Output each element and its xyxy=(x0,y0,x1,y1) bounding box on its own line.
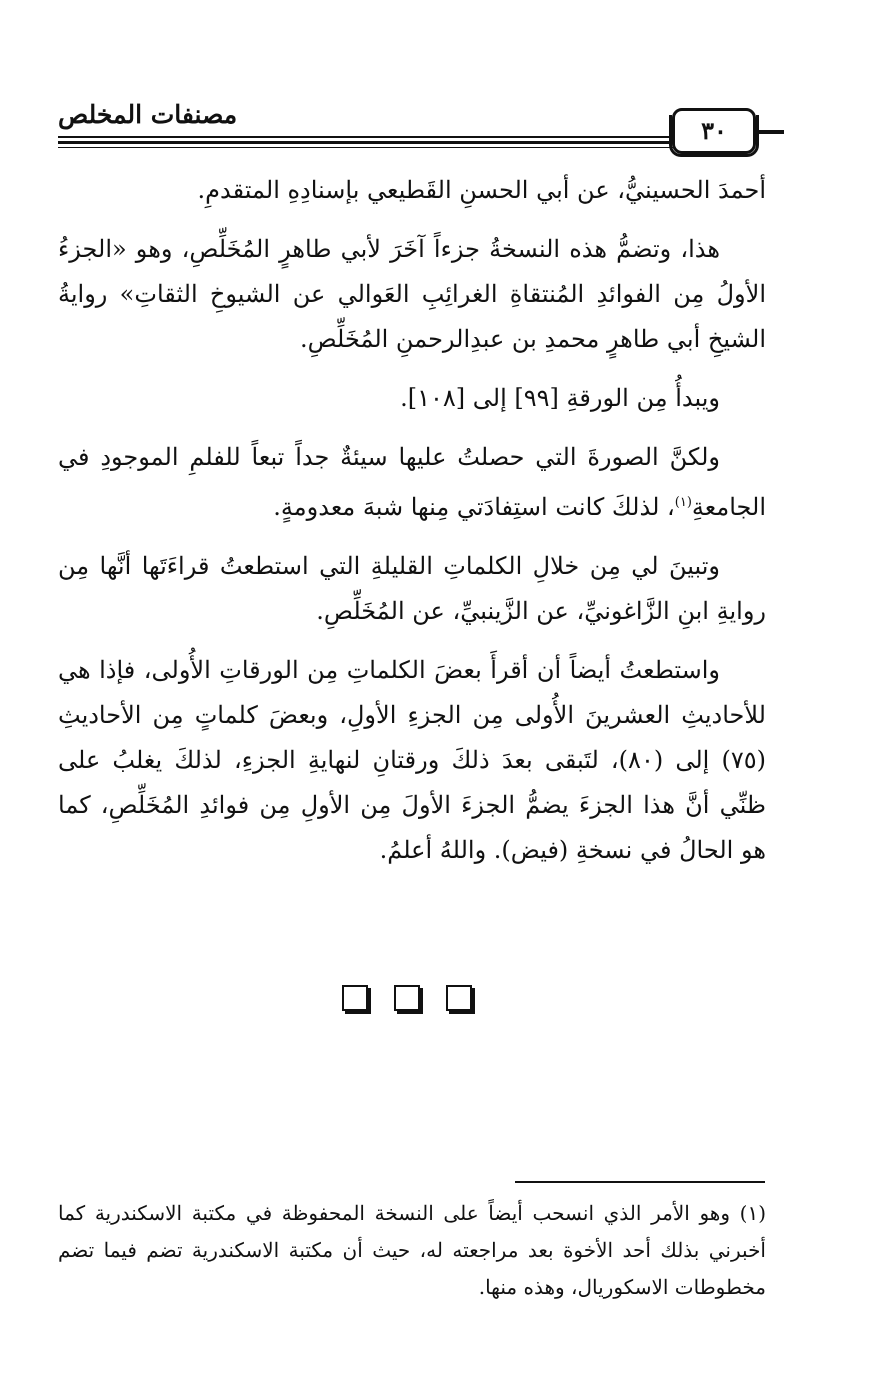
paragraph-4-text-a: ولكنَّ الصورةَ التي حصلتُ عليها سيئةٌ جداً تبعاً للفلمِ الموجودِ في الجامعةِ xyxy=(58,443,766,521)
paragraph-4 xyxy=(58,435,766,530)
square-ornament-icon xyxy=(446,985,472,1011)
paragraph-2: هذا، وتضمُّ هذه النسخةُ جزءاً آخَرَ لأبي طاهرٍ المُخَلِّصِ، وهو «الجزءُ الأولُ مِن الفوائدِ المُنتقاةِ الغرائِبِ العَوالي عن الشيوخِ الثقاتِ» روايةُ الشيخِ أبي طاهرٍ محمدِ بن عبدِالرحمنِ المُخَلِّصِ. xyxy=(58,235,766,353)
page-number-box xyxy=(672,108,756,154)
paragraph-3: ويبدأُ مِن الورقةِ [٩٩] إلى [١٠٨]. xyxy=(400,384,720,412)
footnote-separator xyxy=(515,1181,765,1183)
header-rule-tail xyxy=(756,130,784,134)
square-ornament-icon xyxy=(342,985,368,1011)
paragraph-4-text-b: ، لذلكَ كانت استِفادَتي مِنها شبهَ معدومةٍ. xyxy=(273,493,675,521)
main-text xyxy=(58,168,766,887)
header-rule xyxy=(58,141,689,144)
header-rule xyxy=(58,147,689,148)
page-header xyxy=(40,100,784,160)
footnote-reference: (١) xyxy=(674,495,692,510)
running-title: مصنفات المخلص xyxy=(58,100,238,129)
square-ornament-icon xyxy=(394,985,420,1011)
page-number: ٣٠ xyxy=(701,116,727,145)
header-rule xyxy=(58,136,689,138)
section-divider-ornament xyxy=(342,985,472,1015)
paragraph-6: واستطعتُ أيضاً أن أقرأَ بعضَ الكلماتِ مِن الورقاتِ الأُولى، فإذا هي للأحاديثِ العشرينَ الأُولى مِن الجزءِ الأولِ، وبعضَ كلماتٍ مِن الأحاديثِ (٧٥) إلى (٨٠)، لتَبقى بعدَ ذلكَ ورقتانِ لنهايةِ الجزءِ، لذلكَ يغلبُ على ظنِّي أنَّ هذا الجزءَ يضمُّ الجزءَ الأولَ مِن الأولِ مِن فوائدِ المُخَلِّصِ، كما هو الحالُ في نسخةِ (فيض). واللهُ أعلمُ. xyxy=(58,656,766,864)
paragraph-5: وتبينَ لي مِن خلالِ الكلماتِ القليلةِ التي استطعتُ قراءَتَها أنَّها مِن روايةِ ابنِ الزَّاغونيِّ، عن الزَّينبيِّ، عن المُخَلِّصِ. xyxy=(58,552,766,625)
paragraph-1: أحمدَ الحسينيُّ، عن أبي الحسنِ القَطيعي بإسنادِهِ المتقدمِ. xyxy=(197,176,766,204)
footnote xyxy=(58,1195,766,1306)
footnote-1: (١) وهو الأمر الذي انسحب أيضاً على النسخة المحفوظة في مكتبة الاسكندرية كما أخبرني بذلك أحد الأخوة بعد مراجعته له، حيث أن مكتبة الاسكندرية تضم فيما تضم مخطوطات الاسكوريال، وهذه منها. xyxy=(58,1201,766,1299)
